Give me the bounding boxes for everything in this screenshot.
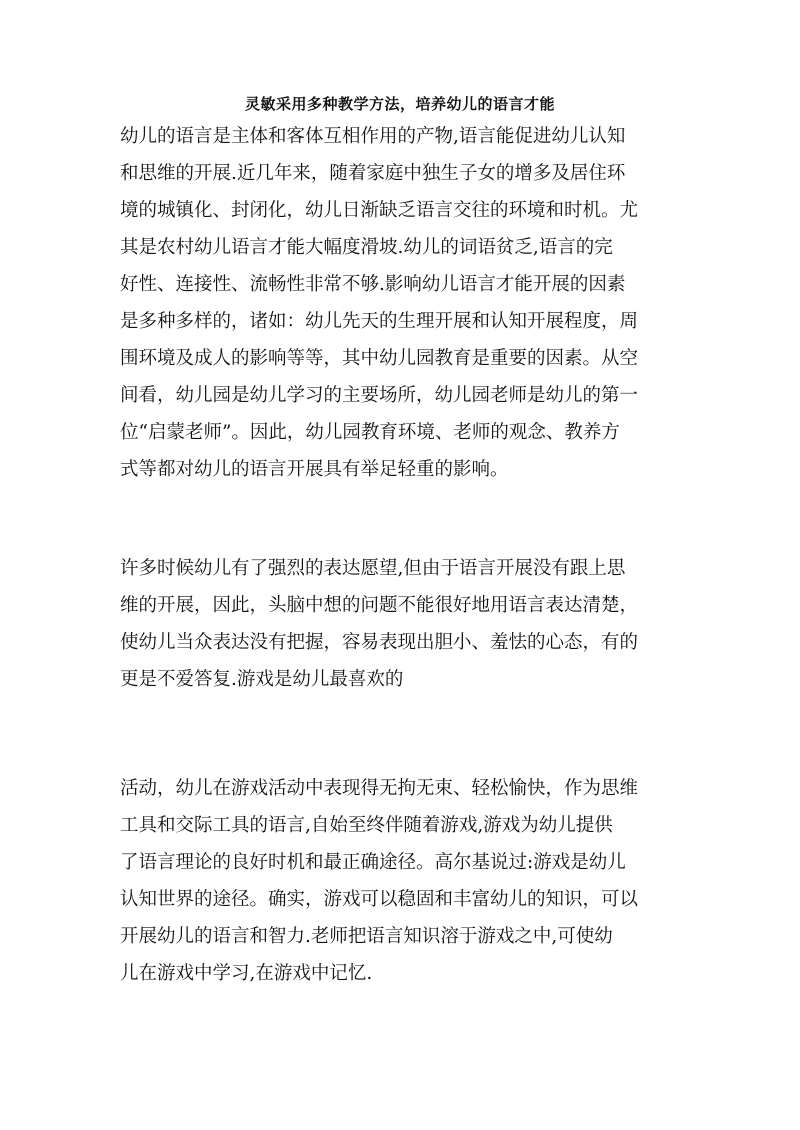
text-line: 境的城镇化、封闭化，幼儿日渐缺乏语言交往的环境和时机。尤 (120, 200, 639, 221)
text-line: 式等都对幼儿的语言开展具有举足轻重的影响。 (120, 459, 509, 480)
text-line: 维的开展，因此，头脑中想的问题不能很好地用语言表达清楚， (120, 595, 639, 616)
text-line: 儿在游戏中学习,在游戏中记忆. (120, 963, 373, 984)
text-line: 工具和交际工具的语言,自始至终伴随着游戏,游戏为幼儿提供 (120, 815, 613, 836)
text-line: 了语言理论的良好时机和最正确途径。高尔基说过:游戏是幼儿 (120, 852, 626, 873)
paragraph-3 (120, 770, 695, 992)
text-line: 位“启蒙老师”。因此，幼儿园教育环境、老师的观念、教养方 (120, 422, 620, 443)
text-line: 围环境及成人的影响等等，其中幼儿园教育是重要的因素。从空 (120, 348, 639, 369)
text-line: 幼儿的语言是主体和客体互相作用的产物,语言能促进幼儿认知 (120, 126, 626, 147)
document-title: 灵敏采用多种教学方法，培养幼儿的语言才能 (244, 95, 555, 113)
text-line: 间看，幼儿园是幼儿学习的主要场所，幼儿园老师是幼儿的第一 (120, 385, 639, 406)
text-line: 其是农村幼儿语言才能大幅度滑坡.幼儿的词语贫乏,语言的完 (120, 237, 613, 258)
paragraph-2 (120, 550, 695, 698)
text-line: 和思维的开展.近几年来，随着家庭中独生子女的增多及居住环 (120, 163, 626, 184)
text-line: 许多时候幼儿有了强烈的表达愿望,但由于语言开展没有跟上思 (120, 558, 626, 579)
text-line: 认知世界的途径。确实，游戏可以稳固和丰富幼儿的知识，可以 (120, 889, 639, 910)
paragraph-1 (120, 118, 695, 488)
text-line: 开展幼儿的语言和智力.老师把语言知识溶于游戏之中,可使幼 (120, 926, 613, 947)
text-line: 更是不爱答复.游戏是幼儿最喜欢的 (120, 669, 404, 690)
text-line: 活动，幼儿在游戏活动中表现得无拘无束、轻松愉快，作为思维 (120, 778, 639, 799)
text-line: 是多种多样的，诸如：幼儿先天的生理开展和认知开展程度，周 (120, 311, 639, 332)
text-line: 使幼儿当众表达没有把握，容易表现出胆小、羞怯的心态，有的 (120, 632, 639, 653)
text-line: 好性、连接性、流畅性非常不够.影响幼儿语言才能开展的因素 (120, 274, 626, 295)
